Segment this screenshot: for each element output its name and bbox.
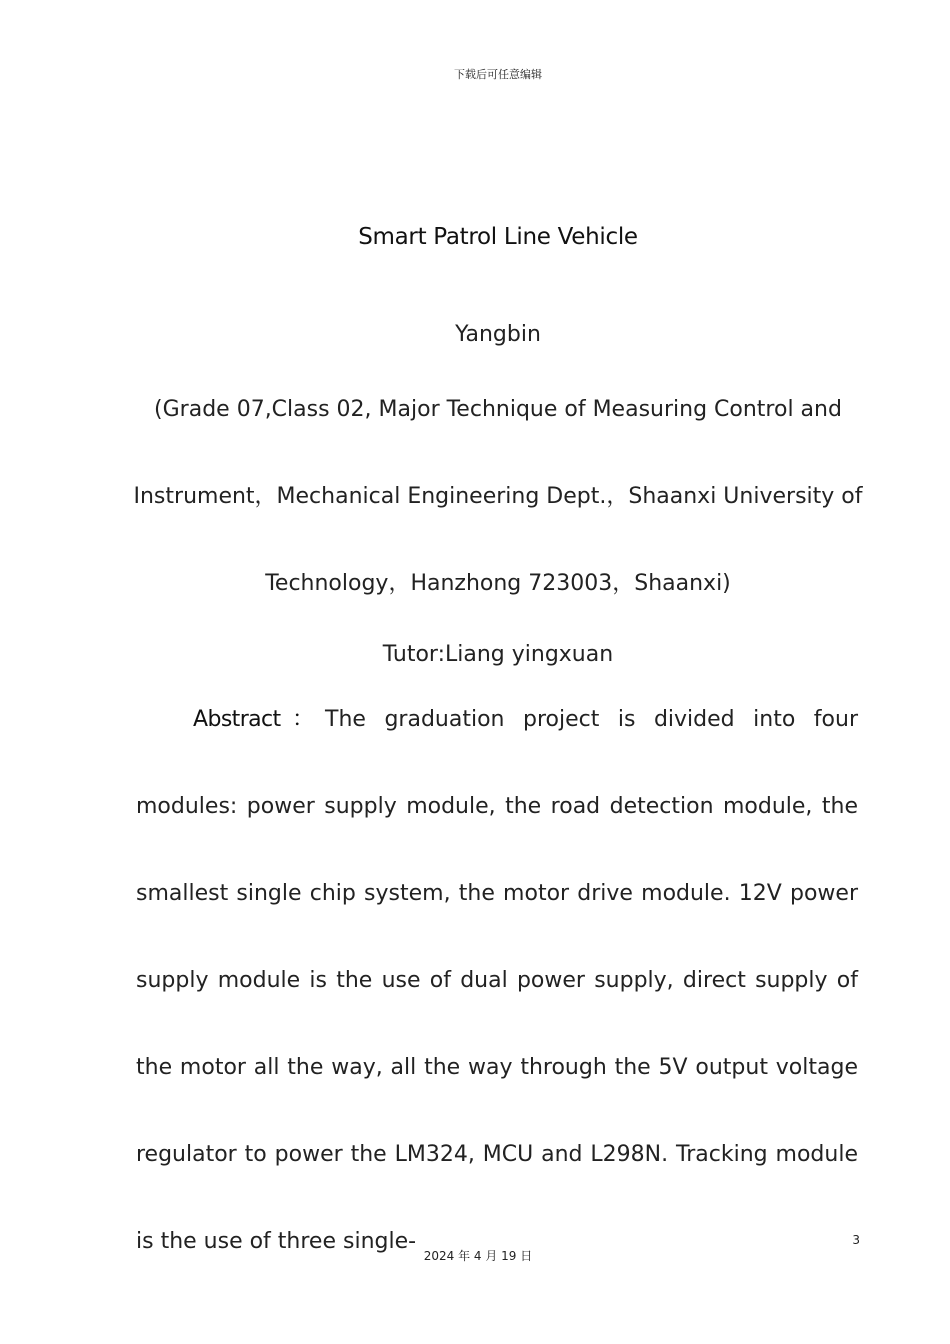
abstract-paragraph [136,676,858,1285]
author-name: Yangbin [455,322,541,347]
author-affiliation: (Grade 07,Class 02, Major Technique of Measuring Control and Instrument，Mechanical Engineering Dept.，Shaanxi University of Technology，Hanzhong 723003，Shaanxi) [133,397,863,596]
abstract-text: The graduation project is divided into four modules: power supply module, the road detection module, the smallest single chip system, the motor drive module. 12V power supply module is the use of dual power supply, direct supply of the motor all the way, all the way through the 5V output voltage regulator to power the LM324, MCU and L298N. Tracking module is the use of three single- [136,707,859,1254]
paper-title: Smart Patrol Line Vehicle [358,224,638,250]
page-number: 3 [852,1233,860,1247]
abstract-label: Abstract： [193,707,326,732]
tutor-name: Tutor:Liang yingxuan [382,642,614,667]
page-header: 下载后可任意编辑 [454,68,542,81]
footer-date: 2024 年 4 月 19 日 [423,1249,533,1263]
